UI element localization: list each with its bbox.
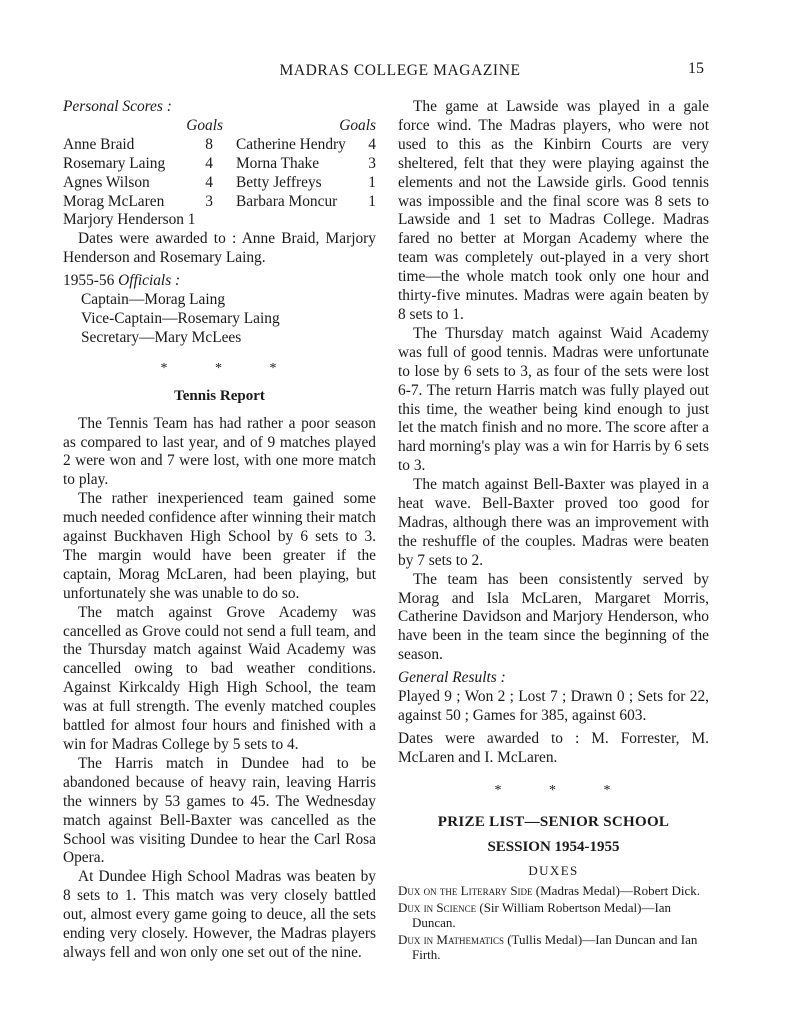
official-captain: Captain—Morag Laing bbox=[81, 291, 226, 309]
player-name: Barbara Moncur bbox=[236, 192, 338, 210]
tennis-paragraph: The rather inexperienced team gained some much needed confidence after winning their match against Buckhaven High School by 6 sets to 3. The margin would have been greater if the captain, Morag McLaren, had been playing, but unfortunately she was unable to do so. bbox=[63, 490, 376, 602]
page-number: 15 bbox=[688, 60, 704, 77]
left-column bbox=[63, 98, 376, 963]
tennis-paragraph: The match against Grove Academy was cancelled as Grove could not send a full team, and the Thursday match against Waid Academy was cancelled owing to bad weather conditions. Against Kirkcaldy High High School, the team was at full strength. The evenly matched couples battled for almost four hours and finished with a win for Madras College by 5 sets to 4. bbox=[63, 603, 376, 753]
player-name: Betty Jeffreys bbox=[236, 173, 322, 191]
official-vice-captain: Vice-Captain—Rosemary Laing bbox=[81, 309, 280, 327]
officials-label: Officials : bbox=[118, 272, 181, 290]
tennis-paragraph: The team has been consistently served by Morag and Isla McLaren, Margaret Morris, Catherine Davidson and Marjory Henderson, who have been in the team since the beginning of the season. bbox=[398, 570, 709, 664]
score-row bbox=[63, 174, 376, 193]
general-results-text: Played 9 ; Won 2 ; Lost 7 ; Drawn 0 ; Sets for 22, against 50 ; Games for 385, against 603. bbox=[398, 688, 709, 724]
score-row bbox=[63, 193, 376, 212]
player-goals: 4 bbox=[368, 135, 376, 153]
officials-year: 1955-56 bbox=[63, 272, 115, 290]
dux-entry: Dux in Mathematics (Tullis Medal)—Ian Duncan and Ian Firth. bbox=[398, 931, 698, 962]
personal-scores-heading: Personal Scores : bbox=[63, 98, 172, 115]
player-goals: 4 bbox=[205, 173, 213, 191]
tennis-paragraph: At Dundee High School Madras was beaten by 8 sets to 1. This match was very closely battled out, almost every game going to deuce, all the sets ending very closely. However, the Madras players always fell and won only one set out of the nine. bbox=[63, 868, 376, 961]
player-name: Catherine Hendry bbox=[236, 135, 346, 153]
last-score: Marjory Henderson 1 bbox=[63, 211, 196, 229]
player-name: Agnes Wilson bbox=[63, 173, 150, 191]
player-name: Rosemary Laing bbox=[63, 154, 166, 172]
score-cell-right bbox=[236, 155, 376, 174]
player-name: Anne Braid bbox=[63, 135, 135, 153]
duxes-title: DUXES bbox=[528, 863, 579, 879]
prize-list-title: PRIZE LIST—SENIOR SCHOOL bbox=[437, 813, 670, 830]
goals-label-right: Goals bbox=[339, 116, 376, 134]
player-name: Morag McLaren bbox=[63, 192, 165, 210]
tennis-paragraph: The Thursday match against Waid Academy was full of good tennis. Madras were unfortunate to lose by 6 sets to 3, as four of the sets were lost 6-7. The return Harris match was fully played out this time, the weather being kind enough to just let the match finish and no more. The score after a hard morning's play was a win for Harris by 6 sets to 3. bbox=[398, 324, 709, 475]
general-results-heading: General Results : bbox=[398, 669, 506, 687]
dux-entry: Dux in Science (Sir William Robertson Medal)—Ian Duncan. bbox=[398, 899, 672, 931]
tennis-report-title: Tennis Report bbox=[174, 387, 265, 404]
player-goals: 1 bbox=[368, 173, 376, 191]
tennis-paragraph: The Harris match in Dundee had to be abandoned because of heavy rain, leaving Harris the winners by 53 games to 45. The Wednesday match against Bell-Baxter was cancelled as the School was visiting Dundee to hear the Carl Rosa Opera. bbox=[63, 754, 376, 867]
running-header: MADRAS COLLEGE MAGAZINE bbox=[279, 62, 521, 79]
score-cell-right bbox=[236, 136, 376, 155]
section-separator: * * * bbox=[494, 782, 633, 798]
player-goals: 1 bbox=[368, 192, 376, 210]
tennis-paragraph: The Tennis Team has had rather a poor season as compared to last year, and of 9 matches played 2 were won and 7 were lost, with one more match to play. bbox=[63, 414, 376, 489]
tennis-paragraph: The game at Lawside was played in a gale force wind. The Madras players, who were not used to this as the Kinbirn Courts are very sheltered, felt that they were playing against the elements and not the Lawside girls. Good tennis was impossible and the final score was 8 sets to Lawside and 1 set to Madras College. Madras fared no better at Morgan Academy where the team was completely out-played in a very short time—the whole match took only one hour and thirty-five minutes. Madras were again beaten by 8 sets to 1. bbox=[398, 98, 709, 323]
goals-label-left: Goals bbox=[186, 116, 223, 134]
officials-list bbox=[63, 291, 376, 348]
scores-table bbox=[63, 136, 376, 212]
official-secretary: Secretary—Mary McLees bbox=[81, 328, 242, 346]
dates-awarded-paragraph: Dates were awarded to : Anne Braid, Marjory Henderson and Rosemary Laing. bbox=[63, 230, 376, 267]
score-cell-right bbox=[236, 193, 376, 212]
score-cell-left bbox=[63, 136, 213, 155]
section-separator: * * * bbox=[160, 360, 299, 376]
player-goals: 8 bbox=[205, 135, 213, 153]
goals-header-row bbox=[63, 117, 376, 136]
player-goals: 4 bbox=[205, 154, 213, 172]
score-cell-left bbox=[63, 193, 213, 212]
tennis-paragraph: The match against Bell-Baxter was played in a heat wave. Bell-Baxter proved too good for Madras, although there was an improvement with the reshuffle of the couples. Madras were beaten by 7 sets to 2. bbox=[398, 476, 709, 569]
score-row bbox=[63, 155, 376, 174]
right-column bbox=[398, 98, 709, 963]
player-name: Morna Thake bbox=[236, 154, 320, 172]
score-row bbox=[63, 136, 376, 155]
score-cell-left bbox=[63, 155, 213, 174]
score-cell-right bbox=[236, 174, 376, 193]
player-goals: 3 bbox=[205, 192, 213, 210]
officials-heading bbox=[63, 272, 376, 291]
session-title: SESSION 1954-1955 bbox=[487, 838, 620, 855]
dux-entry: Dux on the Literary Side (Madras Medal)—Robert Dick. bbox=[398, 883, 701, 899]
dates-awarded-paragraph: Dates were awarded to : M. Forrester, M. McLaren and I. McLaren. bbox=[398, 729, 709, 766]
player-goals: 3 bbox=[368, 154, 376, 172]
score-cell-left bbox=[63, 174, 213, 193]
